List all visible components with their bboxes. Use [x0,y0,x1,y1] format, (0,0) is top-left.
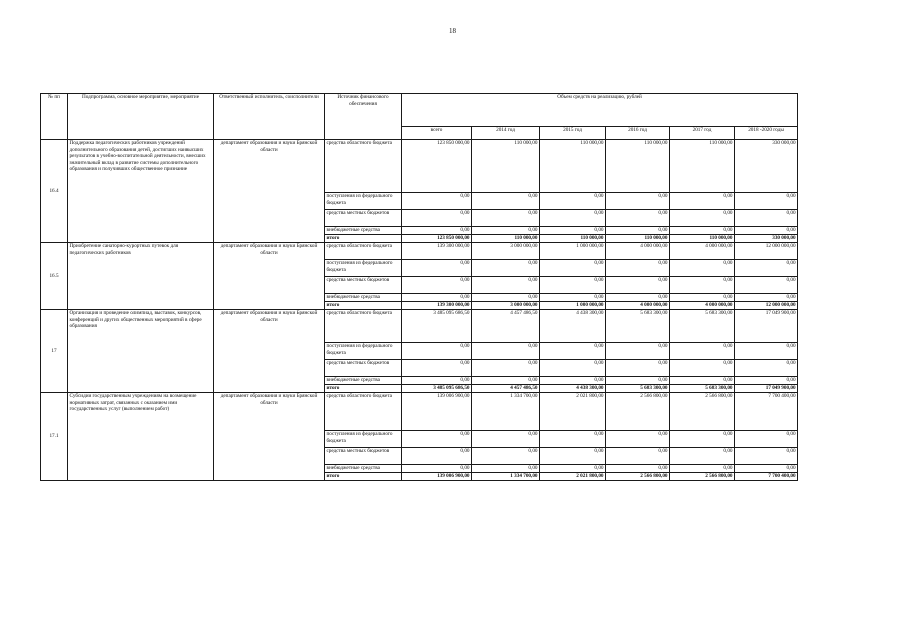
amount-cell: 0,00 [472,227,540,235]
amount-cell: 0,00 [670,210,735,227]
amount-cell: 0,00 [402,277,472,294]
amount-cell: 0,00 [670,431,735,448]
amount-cell: 12 000 000,00 [735,302,798,310]
amount-cell: 0,00 [540,294,606,302]
amount-cell: 0,00 [735,431,798,448]
amount-cell: 4 000 000,00 [670,302,735,310]
amount-cell: 7 700 400,00 [735,473,798,481]
amount-cell: 110 000,00 [670,235,735,243]
amount-cell: 2 566 800,00 [670,473,735,481]
funding-source: поступления из федерального бюджета [325,260,402,277]
amount-cell: 3 000 000,00 [472,302,540,310]
item-executor: департамент образования и науки Брянской области [214,243,325,310]
amount-cell: 0,00 [472,465,540,473]
funding-source: внебюджетные средства [325,227,402,235]
amount-cell: 4 457 486,50 [472,310,540,343]
amount-cell: 110 000,00 [606,235,670,243]
amount-cell: 0,00 [606,260,670,277]
amount-cell: 0,00 [670,377,735,385]
table-row [41,140,798,193]
item-number: 17 [41,310,68,393]
funding-source: средства местных бюджетов [325,277,402,294]
item-title: Субсидии государственным учреждениям на возмещение нормативных затрат, связанных с оказанием ими государственных услуг (выполнением работ) [68,393,214,481]
amount-cell: 0,00 [606,448,670,465]
amount-cell: 110 000,00 [606,140,670,193]
header-col-2015: 2015 год [540,127,606,140]
amount-cell: 330 000,00 [735,140,798,193]
amount-cell: 0,00 [540,431,606,448]
amount-cell: 4 438 300,00 [540,310,606,343]
amount-cell: 0,00 [402,227,472,235]
header-col-2014: 2014 год [472,127,540,140]
amount-cell: 0,00 [735,343,798,360]
amount-cell: 0,00 [402,360,472,377]
table-row [41,393,798,431]
page-number: 18 [449,27,456,35]
funding-source: средства местных бюджетов [325,210,402,227]
header-source: Источник финансового обеспечения [325,94,402,140]
amount-cell: 0,00 [670,360,735,377]
amount-cell: 3 485 095 686,50 [402,385,472,393]
amount-cell: 1 000 000,00 [540,302,606,310]
amount-cell: 0,00 [606,277,670,294]
amount-cell: 0,00 [735,294,798,302]
funding-source: внебюджетные средства [325,377,402,385]
item-executor: департамент образования и науки Брянской области [214,140,325,243]
amount-cell: 139 300 000,00 [402,302,472,310]
amount-cell: 0,00 [402,448,472,465]
amount-cell: 0,00 [540,343,606,360]
funding-source: внебюджетные средства [325,465,402,473]
amount-cell: 0,00 [606,210,670,227]
amount-cell: 0,00 [606,360,670,377]
amount-cell: 0,00 [472,193,540,210]
amount-cell: 2 566 800,00 [606,473,670,481]
amount-cell: 12 000 000,00 [735,243,798,260]
amount-cell: 7 700 400,00 [735,393,798,431]
amount-cell: 0,00 [402,193,472,210]
amount-cell: 17 049 900,00 [735,385,798,393]
amount-cell: 0,00 [735,260,798,277]
amount-cell: 0,00 [606,377,670,385]
header-executor: Ответственный исполнитель, соисполнители [214,94,325,140]
amount-cell: 0,00 [670,343,735,360]
amount-cell: 110 000,00 [472,140,540,193]
header-volume: Объем средств на реализацию, рублей [402,94,798,127]
amount-cell: 0,00 [472,260,540,277]
amount-cell: 0,00 [670,465,735,473]
header-col-2016: 2016 год [606,127,670,140]
header-col-2018-2020: 2018 -2020 годы [735,127,798,140]
amount-cell: 0,00 [540,260,606,277]
amount-cell: 0,00 [402,343,472,360]
funding-source: средства областного бюджета [325,243,402,260]
item-number: 17.1 [41,393,68,481]
header-program: Подпрограмма, основное мероприятие, мероприятие [68,94,214,140]
amount-cell: 0,00 [670,260,735,277]
amount-cell: 110 000,00 [670,140,735,193]
amount-cell: 0,00 [735,210,798,227]
amount-cell: 17 049 900,00 [735,310,798,343]
header-num: № пп [41,94,68,140]
amount-cell: 2 566 800,00 [670,393,735,431]
amount-cell: 1 334 700,00 [472,393,540,431]
amount-cell: 0,00 [472,343,540,360]
amount-cell: 0,00 [670,227,735,235]
amount-cell: 1 334 700,00 [472,473,540,481]
amount-cell: 0,00 [472,210,540,227]
amount-cell: 0,00 [670,277,735,294]
amount-cell: 0,00 [402,294,472,302]
amount-cell: 3 485 095 686,50 [402,310,472,343]
amount-cell: 4 000 000,00 [670,243,735,260]
amount-cell: 0,00 [606,294,670,302]
amount-cell: 0,00 [540,193,606,210]
amount-cell: 0,00 [735,465,798,473]
header-col-total: всего [402,127,472,140]
funding-source: поступления из федерального бюджета [325,193,402,210]
amount-cell: 0,00 [402,465,472,473]
item-title: Приобретение санаторно-курортных путевок для педагогических работников [68,243,214,310]
item-number: 16.4 [41,140,68,243]
amount-cell: 0,00 [402,260,472,277]
funding-source: внебюджетные средства [325,294,402,302]
amount-cell: 330 000,00 [735,235,798,243]
amount-cell: 110 000,00 [472,235,540,243]
amount-cell: 0,00 [540,465,606,473]
amount-cell: 0,00 [402,377,472,385]
funding-source: поступления из федерального бюджета [325,343,402,360]
amount-cell: 0,00 [472,431,540,448]
amount-cell: 0,00 [670,448,735,465]
amount-cell: 0,00 [606,193,670,210]
amount-cell: 4 438 300,00 [540,385,606,393]
amount-cell: 5 683 300,00 [670,385,735,393]
amount-cell: 0,00 [540,377,606,385]
item-title: Организация и проведение олимпиад, выставок, конкурсов, конференций и других общественных мероприятий в сфере образования [68,310,214,393]
funding-source: итого [325,235,402,243]
amount-cell: 110 000,00 [540,140,606,193]
amount-cell: 0,00 [670,193,735,210]
amount-cell: 0,00 [606,431,670,448]
amount-cell: 5 683 300,00 [670,310,735,343]
amount-cell: 0,00 [540,227,606,235]
funding-source: средства областного бюджета [325,393,402,431]
amount-cell: 0,00 [670,294,735,302]
amount-cell: 123 850 000,00 [402,235,472,243]
amount-cell: 0,00 [606,343,670,360]
item-executor: департамент образования и науки Брянской области [214,310,325,393]
table-row [41,310,798,343]
amount-cell: 110 000,00 [540,235,606,243]
amount-cell: 4 457 486,50 [472,385,540,393]
funding-source: средства местных бюджетов [325,448,402,465]
amount-cell: 4 000 000,00 [606,302,670,310]
amount-cell: 0,00 [540,360,606,377]
amount-cell: 0,00 [472,294,540,302]
amount-cell: 0,00 [472,360,540,377]
amount-cell: 0,00 [402,210,472,227]
amount-cell: 0,00 [735,448,798,465]
funding-source: итого [325,385,402,393]
amount-cell: 3 000 000,00 [472,243,540,260]
amount-cell: 2 021 800,00 [540,473,606,481]
amount-cell: 0,00 [735,360,798,377]
item-number: 16.5 [41,243,68,310]
budget-table [40,93,798,481]
amount-cell: 2 021 800,00 [540,393,606,431]
amount-cell: 0,00 [540,210,606,227]
item-title: Поддержка педагогических работников учреждений дополнительного образования детей, достигших наивысших результатов в учебно-воспитательной деятельности, внесших значительный вклад в развитие системы дополнительного образования и получивших общественное признание [68,140,214,243]
amount-cell: 5 683 300,00 [606,310,670,343]
amount-cell: 139 006 900,00 [402,473,472,481]
amount-cell: 0,00 [735,193,798,210]
amount-cell: 0,00 [606,227,670,235]
amount-cell: 0,00 [540,448,606,465]
amount-cell: 0,00 [472,277,540,294]
amount-cell: 4 000 000,00 [606,243,670,260]
amount-cell: 139 006 900,00 [402,393,472,431]
amount-cell: 0,00 [606,465,670,473]
funding-source: поступления из федерального бюджета [325,431,402,448]
funding-source: итого [325,302,402,310]
header-col-2017: 2017 год [670,127,735,140]
amount-cell: 139 300 000,00 [402,243,472,260]
funding-source: итого [325,473,402,481]
funding-source: средства местных бюджетов [325,360,402,377]
amount-cell: 0,00 [472,377,540,385]
amount-cell: 0,00 [735,277,798,294]
funding-source: средства областного бюджета [325,140,402,193]
amount-cell: 0,00 [472,448,540,465]
item-executor: департамент образования и науки Брянской области [214,393,325,481]
amount-cell: 5 683 300,00 [606,385,670,393]
amount-cell: 0,00 [735,227,798,235]
amount-cell: 2 566 800,00 [606,393,670,431]
amount-cell: 0,00 [402,431,472,448]
amount-cell: 123 850 000,00 [402,140,472,193]
amount-cell: 0,00 [540,277,606,294]
amount-cell: 0,00 [735,377,798,385]
amount-cell: 1 000 000,00 [540,243,606,260]
table-row [41,243,798,260]
funding-source: средства областного бюджета [325,310,402,343]
